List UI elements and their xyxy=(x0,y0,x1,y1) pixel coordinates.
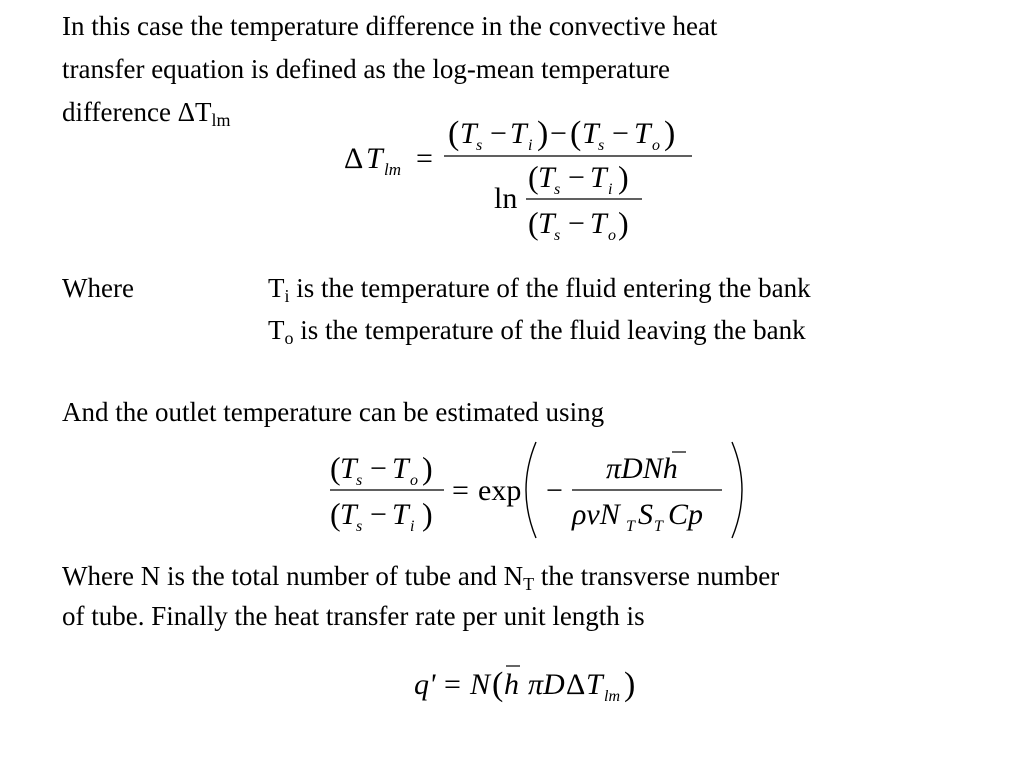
eq2-den-rho-v-N: ρvN xyxy=(572,498,620,531)
num-minus-2: − xyxy=(612,117,629,150)
eq2-num-paren-r: ) xyxy=(422,450,433,486)
num-To: T xyxy=(634,117,651,150)
intro-line-1: In this case the temperature difference in the convective heat xyxy=(62,11,718,41)
num-Ts-1: T xyxy=(460,117,477,150)
num-Ti: T xyxy=(510,117,527,150)
eq2-den-paren-l: ( xyxy=(330,496,341,532)
eq3-q: q' xyxy=(414,668,436,701)
eq2-den-sub-T-2: T xyxy=(654,518,663,535)
eq3-paren-l: ( xyxy=(492,666,504,703)
num-sub-s-2: s xyxy=(598,137,605,154)
eq2-num-paren-l: ( xyxy=(330,450,341,486)
den-Ts-2: T xyxy=(538,207,555,240)
num-sub-o: o xyxy=(652,137,660,154)
den-sub-s-2: s xyxy=(554,227,561,244)
eq3-T: T xyxy=(586,668,603,701)
eq2-equals: = xyxy=(452,474,469,507)
final-line-1-b: the transverse number xyxy=(534,561,780,591)
eq2-num-To: T xyxy=(392,452,409,485)
den-paren-2l: ( xyxy=(528,205,539,241)
ln-label: ln xyxy=(494,182,518,215)
where-ti-T: T xyxy=(268,273,285,303)
big-paren-right xyxy=(732,442,742,538)
eq3-delta: Δ xyxy=(566,668,586,701)
num-paren-1r: ) xyxy=(537,115,549,152)
where-ti-line xyxy=(268,270,811,306)
den-Ti: T xyxy=(590,161,607,194)
den-Ts-1: T xyxy=(538,161,555,194)
eq2-num-sub-o: o xyxy=(410,472,418,489)
eq2-den-Cp: Cp xyxy=(668,498,704,531)
final-line-1 xyxy=(62,558,779,594)
eq3-paren-r: ) xyxy=(624,666,636,703)
outlet-temperature-equation xyxy=(320,438,750,542)
lhs-sub: lm xyxy=(384,160,401,179)
num-paren-2r: ) xyxy=(664,115,676,152)
intro-line-3-text: difference ΔT xyxy=(62,97,212,127)
den-paren-1l: ( xyxy=(528,159,539,195)
final-line-2: of tube. Finally the heat transfer rate per unit length is xyxy=(62,601,645,631)
final-line-1-sub: T xyxy=(523,574,535,594)
where-ti-sub: i xyxy=(284,286,290,306)
eq2-exp: exp xyxy=(478,474,522,507)
num-sub-s-1: s xyxy=(476,137,483,154)
eq3-equals: = xyxy=(444,668,461,701)
where-to-sub: o xyxy=(284,328,294,348)
den-paren-2r: ) xyxy=(618,205,629,241)
outlet-line: And the outlet temperature can be estimated using xyxy=(62,397,605,427)
eq2-den-minus: − xyxy=(370,498,387,531)
eq3-pi-D: πD xyxy=(528,668,565,701)
where-to-line xyxy=(268,312,806,348)
heat-rate-equation xyxy=(406,650,666,714)
eq2-den-Ti: T xyxy=(392,498,409,531)
lmtd-equation xyxy=(330,108,710,248)
eq2-num-Ts: T xyxy=(340,452,357,485)
num-minus-mid: − xyxy=(550,117,567,150)
num-paren-1l: ( xyxy=(448,115,460,152)
final-line-1-a: Where N is the total number of tube and N xyxy=(62,561,524,591)
den-paren-1r: ) xyxy=(618,159,629,195)
den-minus-2: − xyxy=(568,207,585,240)
where-label: Where xyxy=(62,273,134,303)
eq2-den-sub-T-1: T xyxy=(626,518,635,535)
where-ti-text: is the temperature of the fluid entering the bank xyxy=(289,273,811,303)
den-sub-s-1: s xyxy=(554,181,561,198)
eq2-den-S: S xyxy=(638,498,653,531)
eq2-den-paren-r: ) xyxy=(422,496,433,532)
eq2-numerator: πDNh xyxy=(606,452,678,485)
eq2-den-sub-i: i xyxy=(410,518,415,535)
num-paren-2l: ( xyxy=(570,115,582,152)
eq2-neg-sign: − xyxy=(546,474,563,507)
eq2-den-Ts: T xyxy=(340,498,357,531)
eq2-num-sub-s: s xyxy=(356,472,363,489)
den-minus-1: − xyxy=(568,161,585,194)
where-to-T: T xyxy=(268,315,285,345)
eq3-N: N xyxy=(470,668,491,701)
equals-sign: = xyxy=(416,142,433,175)
eq2-num-minus: − xyxy=(370,452,387,485)
num-sub-i: i xyxy=(528,137,533,154)
num-Ts-2: T xyxy=(582,117,599,150)
intro-line-3-sub: lm xyxy=(211,110,231,130)
intro-line-3 xyxy=(62,94,231,130)
lhs-delta: Δ xyxy=(344,142,364,175)
num-minus-1: − xyxy=(490,117,507,150)
intro-line-2: transfer equation is defined as the log-mean temperature xyxy=(62,54,671,84)
den-sub-o: o xyxy=(608,227,616,244)
eq2-den-sub-s: s xyxy=(356,518,363,535)
where-to-text: is the temperature of the fluid leaving the bank xyxy=(293,315,806,345)
den-To: T xyxy=(590,207,607,240)
lhs-T: T xyxy=(366,142,383,175)
den-sub-i: i xyxy=(608,181,613,198)
big-paren-left xyxy=(526,442,536,538)
eq3-h: h xyxy=(504,668,519,701)
eq3-sub-lm: lm xyxy=(604,688,620,705)
